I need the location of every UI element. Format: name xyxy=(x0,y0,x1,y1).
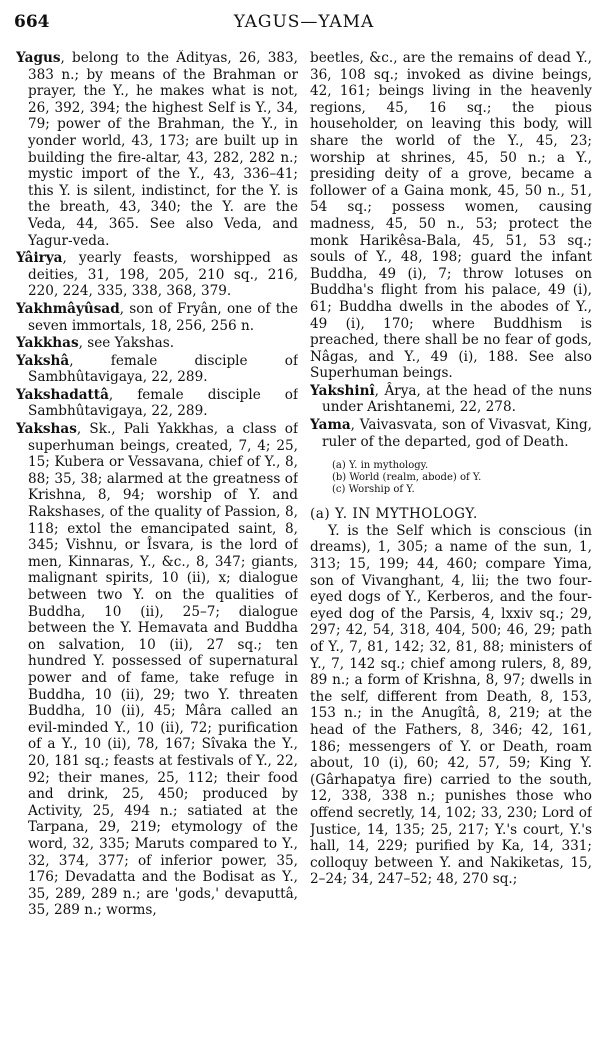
index-entry xyxy=(16,50,298,249)
entry-text: , female disciple of Sambhûtavigaya, 22, 289. xyxy=(28,386,298,420)
index-entry xyxy=(16,353,298,386)
page-number: 664 xyxy=(14,12,50,32)
section-heading: (a) Y. IN MYTHOLOGY. xyxy=(310,506,478,523)
index-entry xyxy=(310,417,592,450)
entry-headword: Yakshas xyxy=(16,421,77,438)
entry-headword: Yakshadattâ xyxy=(16,386,109,403)
entry-continuation: beetles, &c., are the remains of dead Y., 36, 108 sq.; invoked as divine beings, 42, 161; beings living in the heavenly regions, 45, 16 sq.; the pious householder, on leaving this body, will share the world of the Y., 45, 23; worship at shrines, 45, 50 n.; a Y., presiding deity of a grove, became a follower of a Gaina monk, 45, 50 n., 51, 54 sq.; possess women, causing madness, 45, 50 n., 53; protect the monk Harikêsa-Bala, 45, 51, 53 sq.; souls of Y., 48, 198; guard the infant Buddha, 49 (i), 7; throw lotuses on Buddha's flight from his palace, 49 (i), 61; Buddha dwells in the abodes of Y., 49 (i), 170; where Buddhism is preached, there shall be no fear of gods, Nâgas, and Y., 49 (i), 188. See also Superhuman beings. xyxy=(310,50,592,382)
legend-item: (c) Worship of Y. xyxy=(332,484,415,496)
entry-headword: Yakshâ xyxy=(16,352,70,369)
index-entry xyxy=(16,250,298,300)
index-entry xyxy=(16,335,298,352)
index-entry xyxy=(16,301,298,334)
entry-headword: Yâirya xyxy=(16,250,63,267)
index-entry xyxy=(310,383,592,416)
entry-headword: Yakshinî xyxy=(310,382,375,399)
entry-text: , yearly feasts, worshipped as deities, 31, 198, 205, 210 sq., 216, 220, 224, 335, 338, 368, 379. xyxy=(28,250,298,300)
entry-text: , Sk., Pali Yakkhas, a class of superhuman beings, created, 7, 4; 25, 15; Kubera or Vessavana, chief of Y., 8, 88; 35, 38; alarmed at the greatness of Krishna, 8, 94; worship of Y. and Rakshases, of the quality of Passion, 8, 118; extol the emancipated saint, 8, 345; Vishnu, or Îsvara, is the lord of men, Kinnaras, Y., &c., 8, 347; giants, malignant spirits, 10 (ii), x; dialogue between two Y. on the qualities of Buddha, 10 (ii), 25–7; dialogue between the Y. Hemavata and Buddha on salvation, 10 (ii), 27 sq.; ten hundred Y. possessed of supernatural power and of fame, take refuge in Buddha, 10 (ii), 29; two Y. threaten Buddha, 10 (ii), 45; Mâra called an evil-minded Y., 10 (ii), 72; purification of a Y., 10 (ii), 78, 167; Sîvaka the Y., 20, 181 sq.; feasts at festivals of Y., 22, 92; their manes, 25, 112; their food and drink, 25, 450; produced by Activity, 25, 494 n.; satiated at the Tarpana, 29, 219; etymology of the word, 32, 335; Maruts compared to Y., 32, 374, 377; of inferior power, 35, 176; Devadatta and the Bodisat as Y., 35, 289, 289 n.; are 'gods,' devaputtâ, 35, 289 n.; worms, xyxy=(28,421,298,919)
left-column xyxy=(16,50,298,1042)
entry-text: , Vaivasvata, son of Vivasvat, King, ruler of the departed, god of Death. xyxy=(322,417,592,450)
section-text: Y. is the Self which is conscious (in dreams), 1, 305; a name of the sun, 1, 313; 15, 199; 44, 460; compare Yima, son of Vivanghant, 4, lii; the two four-eyed dogs of Y., Kerberos, and the four-eyed dog of the Parsis, 4, lxxiv sq.; 29, 297; 42, 54, 318, 404, 500; 46, 29; path of Y., 7, 81, 142; 32, 81, 88; ministers of Y., 7, 142 sq.; chief among rulers, 8, 89, 89 n.; a form of Krishna, 8, 97; dwells in the self, different from Death, 8, 153, 153 n.; in the Anugîtâ, 8, 219; at the head of the Fathers, 8, 346; 42, 161, 186; messengers of Y. or Death, roam about, 10 (i), 60; 42, 57, 59; King Y. (Gârhapatya fire) carried to the south, 12, 338, 338 n.; punishes those who offend secretly, 14, 102; 33, 230; Lord of Justice, 14, 135; 25, 217; Y.'s court, Y.'s hall, 14, 229; purified by Ka, 14, 331; colloquy between Y. and Nakiketas, 15, 2–24; 34, 247–52; 48, 270 sq.; xyxy=(310,522,592,888)
entry-text: , son of Fryân, one of the seven immortals, 18, 256, 256 n. xyxy=(28,300,298,334)
entry-headword: Yagus xyxy=(16,50,61,66)
legend-item: (b) World (realm, abode) of Y. xyxy=(332,472,482,484)
entry-text: , female disciple of Sambhûtavigaya, 22, 289. xyxy=(28,352,298,386)
entry-text: , see Yakshas. xyxy=(78,335,175,352)
legend-item: (a) Y. in mythology. xyxy=(332,460,429,472)
entry-text: , Ârya, at the head of the nuns under Arishtanemi, 22, 278. xyxy=(322,382,592,416)
subsection-legend xyxy=(332,460,592,496)
index-entry xyxy=(16,387,298,420)
entry-headword: Yakhmâyûsad xyxy=(16,300,120,317)
entry-headword: Yama xyxy=(310,417,351,434)
right-column xyxy=(310,50,592,1042)
index-entry xyxy=(16,421,298,919)
running-title: YAGUS—YAMA xyxy=(233,12,375,32)
entry-text: , belong to the Âdityas, 26, 383, 383 n.; by means of the Brahman or prayer, the Y., he makes what is not, 26, 392, 394; the highest Self is Y., 34, 79; power of the Brahman, the Y., in yonder world, 43, 173; are built up in building the fire-altar, 43, 282, 282 n.; mystic import of the Y., 43, 336–41; this Y. is silent, indistinct, for the Y. is the breath, 43, 340; the Y. are the Veda, 44, 365. See also Veda, and Yagur-veda. xyxy=(28,50,298,249)
entry-headword: Yakkhas xyxy=(16,335,79,352)
page-header xyxy=(14,12,594,36)
